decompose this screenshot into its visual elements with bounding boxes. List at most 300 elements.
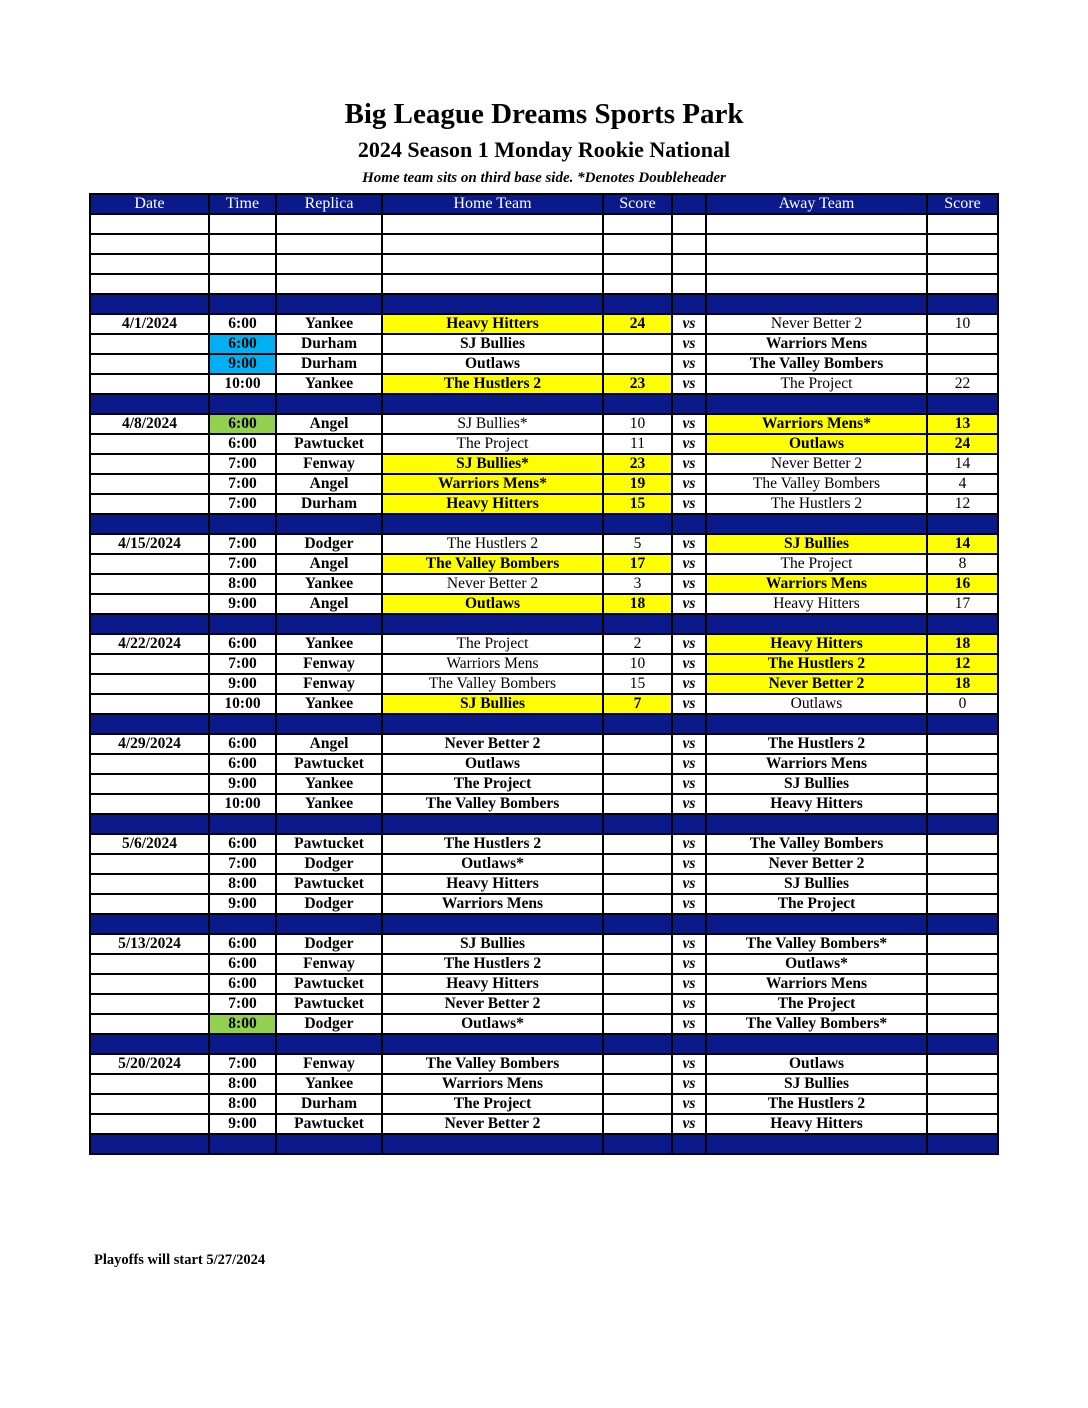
page-subtitle: 2024 Season 1 Monday Rookie National <box>357 137 731 162</box>
away-score-cell: 12 <box>927 494 998 514</box>
game-row <box>90 894 998 914</box>
home-team-cell: Warriors Mens <box>382 894 603 914</box>
separator-cell <box>672 514 706 534</box>
time-cell: 8:00 <box>209 1014 276 1034</box>
page-note: Home team sits on third base side. *Denotes Doubleheader <box>362 170 726 186</box>
vs-cell: vs <box>672 1114 706 1134</box>
replica-cell: Pawtucket <box>276 994 382 1014</box>
home-score-cell: 23 <box>603 374 672 394</box>
separator-cell <box>672 614 706 634</box>
separator-cell <box>706 294 927 314</box>
separator-cell <box>276 1134 382 1154</box>
time-cell: 6:00 <box>209 974 276 994</box>
replica-cell: Dodger <box>276 934 382 954</box>
separator-cell <box>382 614 603 634</box>
away-team-cell: The Project <box>706 994 927 1014</box>
empty-cell <box>706 214 927 234</box>
date-cell: 4/1/2024 <box>90 314 209 334</box>
away-team-cell: Outlaws* <box>706 954 927 974</box>
separator-row <box>90 294 998 314</box>
away-team-cell: Warriors Mens <box>706 334 927 354</box>
empty-row <box>90 234 998 254</box>
away-score-cell <box>927 334 998 354</box>
game-row <box>90 694 998 714</box>
vs-cell: vs <box>672 994 706 1014</box>
vs-cell: vs <box>672 654 706 674</box>
time-cell: 6:00 <box>209 834 276 854</box>
away-score-cell: 24 <box>927 434 998 454</box>
away-team-cell: The Valley Bombers* <box>706 934 927 954</box>
home-score-cell <box>603 854 672 874</box>
empty-cell <box>603 254 672 274</box>
separator-cell <box>603 1034 672 1054</box>
away-team-cell: Heavy Hitters <box>706 594 927 614</box>
replica-cell: Angel <box>276 414 382 434</box>
vs-cell: vs <box>672 954 706 974</box>
away-team-cell: Outlaws <box>706 434 927 454</box>
home-score-cell <box>603 934 672 954</box>
empty-cell <box>603 234 672 254</box>
header-home-score: Score <box>603 194 672 214</box>
game-row <box>90 314 998 334</box>
home-score-cell: 15 <box>603 494 672 514</box>
away-score-cell: 18 <box>927 634 998 654</box>
time-cell: 8:00 <box>209 874 276 894</box>
header-away-score: Score <box>927 194 998 214</box>
away-team-cell: The Valley Bombers* <box>706 1014 927 1034</box>
replica-cell: Dodger <box>276 854 382 874</box>
vs-cell: vs <box>672 594 706 614</box>
separator-row <box>90 1134 998 1154</box>
replica-cell: Angel <box>276 474 382 494</box>
home-team-cell: Warriors Mens* <box>382 474 603 494</box>
vs-cell: vs <box>672 314 706 334</box>
separator-cell <box>927 814 998 834</box>
time-cell: 6:00 <box>209 754 276 774</box>
separator-cell <box>276 514 382 534</box>
separator-cell <box>209 1134 276 1154</box>
home-team-cell: Heavy Hitters <box>382 974 603 994</box>
time-cell: 9:00 <box>209 594 276 614</box>
game-row <box>90 434 998 454</box>
empty-cell <box>209 214 276 234</box>
game-row <box>90 874 998 894</box>
home-score-cell <box>603 354 672 374</box>
away-score-cell <box>927 974 998 994</box>
away-score-cell: 8 <box>927 554 998 574</box>
away-team-cell: Outlaws <box>706 694 927 714</box>
vs-cell: vs <box>672 874 706 894</box>
home-team-cell: Heavy Hitters <box>382 494 603 514</box>
separator-cell <box>672 714 706 734</box>
date-cell <box>90 334 209 354</box>
home-score-cell: 11 <box>603 434 672 454</box>
vs-cell: vs <box>672 854 706 874</box>
away-score-cell <box>927 754 998 774</box>
separator-cell <box>382 1134 603 1154</box>
home-score-cell: 2 <box>603 634 672 654</box>
away-score-cell <box>927 1074 998 1094</box>
date-cell <box>90 754 209 774</box>
away-team-cell: SJ Bullies <box>706 874 927 894</box>
header-date: Date <box>90 194 209 214</box>
home-score-cell <box>603 334 672 354</box>
vs-cell: vs <box>672 1094 706 1114</box>
time-cell: 7:00 <box>209 994 276 1014</box>
date-cell <box>90 574 209 594</box>
away-score-cell: 16 <box>927 574 998 594</box>
schedule-table <box>89 193 999 1155</box>
separator-cell <box>927 614 998 634</box>
separator-cell <box>90 514 209 534</box>
date-cell: 4/15/2024 <box>90 534 209 554</box>
home-team-cell: SJ Bullies <box>382 694 603 714</box>
replica-cell: Dodger <box>276 1014 382 1034</box>
home-score-cell: 19 <box>603 474 672 494</box>
away-score-cell: 13 <box>927 414 998 434</box>
empty-cell <box>927 234 998 254</box>
empty-row <box>90 254 998 274</box>
date-cell: 5/20/2024 <box>90 1054 209 1074</box>
empty-cell <box>276 234 382 254</box>
separator-cell <box>927 514 998 534</box>
time-cell: 6:00 <box>209 334 276 354</box>
home-team-cell: The Project <box>382 434 603 454</box>
empty-cell <box>603 214 672 234</box>
home-score-cell <box>603 794 672 814</box>
vs-cell: vs <box>672 374 706 394</box>
date-cell <box>90 434 209 454</box>
home-team-cell: Outlaws* <box>382 854 603 874</box>
separator-cell <box>382 294 603 314</box>
away-team-cell: The Project <box>706 374 927 394</box>
home-score-cell <box>603 874 672 894</box>
separator-cell <box>927 294 998 314</box>
home-team-cell: SJ Bullies* <box>382 414 603 434</box>
separator-cell <box>706 814 927 834</box>
away-score-cell <box>927 854 998 874</box>
home-team-cell: SJ Bullies <box>382 934 603 954</box>
date-cell <box>90 1094 209 1114</box>
separator-cell <box>382 1034 603 1054</box>
away-team-cell: The Valley Bombers <box>706 834 927 854</box>
home-team-cell: The Hustlers 2 <box>382 374 603 394</box>
away-team-cell: Warriors Mens <box>706 974 927 994</box>
replica-cell: Fenway <box>276 1054 382 1074</box>
time-cell: 8:00 <box>209 1094 276 1114</box>
header-replica: Replica <box>276 194 382 214</box>
home-team-cell: Heavy Hitters <box>382 314 603 334</box>
game-row <box>90 854 998 874</box>
separator-cell <box>276 614 382 634</box>
empty-cell <box>927 254 998 274</box>
vs-cell: vs <box>672 334 706 354</box>
away-score-cell <box>927 994 998 1014</box>
separator-cell <box>672 1134 706 1154</box>
home-team-cell: Warriors Mens <box>382 1074 603 1094</box>
separator-cell <box>927 394 998 414</box>
home-team-cell: SJ Bullies <box>382 334 603 354</box>
empty-cell <box>382 274 603 294</box>
date-cell: 4/8/2024 <box>90 414 209 434</box>
separator-row <box>90 714 998 734</box>
date-cell <box>90 1114 209 1134</box>
home-score-cell <box>603 734 672 754</box>
home-score-cell <box>603 1094 672 1114</box>
replica-cell: Pawtucket <box>276 874 382 894</box>
game-row <box>90 354 998 374</box>
separator-row <box>90 914 998 934</box>
game-row <box>90 374 998 394</box>
date-cell: 5/13/2024 <box>90 934 209 954</box>
time-cell: 7:00 <box>209 854 276 874</box>
date-cell <box>90 494 209 514</box>
separator-cell <box>90 394 209 414</box>
separator-cell <box>209 394 276 414</box>
away-score-cell <box>927 734 998 754</box>
replica-cell: Pawtucket <box>276 1114 382 1134</box>
vs-cell: vs <box>672 754 706 774</box>
separator-cell <box>209 1034 276 1054</box>
vs-cell: vs <box>672 574 706 594</box>
separator-cell <box>90 814 209 834</box>
replica-cell: Yankee <box>276 694 382 714</box>
replica-cell: Yankee <box>276 1074 382 1094</box>
game-row <box>90 1074 998 1094</box>
home-score-cell <box>603 894 672 914</box>
replica-cell: Durham <box>276 334 382 354</box>
separator-row <box>90 1034 998 1054</box>
date-cell <box>90 794 209 814</box>
separator-cell <box>382 394 603 414</box>
away-score-cell: 4 <box>927 474 998 494</box>
game-row <box>90 754 998 774</box>
away-team-cell: The Project <box>706 894 927 914</box>
replica-cell: Angel <box>276 594 382 614</box>
empty-cell <box>706 234 927 254</box>
schedule-body <box>90 214 998 1154</box>
empty-cell <box>672 274 706 294</box>
replica-cell: Dodger <box>276 534 382 554</box>
vs-cell: vs <box>672 474 706 494</box>
away-team-cell: Never Better 2 <box>706 454 927 474</box>
away-team-cell: Warriors Mens* <box>706 414 927 434</box>
home-team-cell: Never Better 2 <box>382 1114 603 1134</box>
away-score-cell: 22 <box>927 374 998 394</box>
game-row <box>90 834 998 854</box>
empty-cell <box>276 214 382 234</box>
time-cell: 6:00 <box>209 314 276 334</box>
game-row <box>90 454 998 474</box>
separator-cell <box>603 614 672 634</box>
away-team-cell: SJ Bullies <box>706 1074 927 1094</box>
away-team-cell: Warriors Mens <box>706 574 927 594</box>
vs-cell: vs <box>672 774 706 794</box>
header-vs <box>672 194 706 214</box>
separator-cell <box>927 714 998 734</box>
separator-cell <box>706 1034 927 1054</box>
home-team-cell: Never Better 2 <box>382 994 603 1014</box>
home-score-cell <box>603 1054 672 1074</box>
time-cell: 7:00 <box>209 534 276 554</box>
time-cell: 8:00 <box>209 1074 276 1094</box>
home-team-cell: Never Better 2 <box>382 734 603 754</box>
date-cell: 4/22/2024 <box>90 634 209 654</box>
game-row <box>90 794 998 814</box>
home-score-cell: 7 <box>603 694 672 714</box>
replica-cell: Fenway <box>276 654 382 674</box>
empty-cell <box>209 234 276 254</box>
date-cell <box>90 894 209 914</box>
vs-cell: vs <box>672 534 706 554</box>
time-cell: 7:00 <box>209 494 276 514</box>
separator-cell <box>209 514 276 534</box>
away-team-cell: The Project <box>706 554 927 574</box>
replica-cell: Pawtucket <box>276 974 382 994</box>
away-score-cell <box>927 1014 998 1034</box>
away-score-cell: 17 <box>927 594 998 614</box>
vs-cell: vs <box>672 1014 706 1034</box>
separator-cell <box>276 914 382 934</box>
time-cell: 9:00 <box>209 1114 276 1134</box>
empty-cell <box>706 254 927 274</box>
empty-cell <box>672 234 706 254</box>
date-cell <box>90 594 209 614</box>
replica-cell: Yankee <box>276 574 382 594</box>
home-team-cell: The Project <box>382 1094 603 1114</box>
empty-cell <box>209 254 276 274</box>
vs-cell: vs <box>672 934 706 954</box>
away-score-cell <box>927 794 998 814</box>
empty-cell <box>276 274 382 294</box>
away-score-cell <box>927 1114 998 1134</box>
home-score-cell: 23 <box>603 454 672 474</box>
date-cell <box>90 854 209 874</box>
empty-cell <box>382 234 603 254</box>
game-row <box>90 1094 998 1114</box>
time-cell: 6:00 <box>209 634 276 654</box>
game-row <box>90 594 998 614</box>
vs-cell: vs <box>672 454 706 474</box>
date-cell: 4/29/2024 <box>90 734 209 754</box>
date-cell <box>90 474 209 494</box>
separator-cell <box>382 914 603 934</box>
time-cell: 10:00 <box>209 694 276 714</box>
empty-cell <box>90 274 209 294</box>
date-cell <box>90 954 209 974</box>
away-score-cell: 0 <box>927 694 998 714</box>
replica-cell: Fenway <box>276 954 382 974</box>
vs-cell: vs <box>672 974 706 994</box>
separator-cell <box>90 1134 209 1154</box>
replica-cell: Durham <box>276 1094 382 1114</box>
away-team-cell: SJ Bullies <box>706 534 927 554</box>
away-team-cell: Heavy Hitters <box>706 1114 927 1134</box>
away-score-cell: 14 <box>927 454 998 474</box>
empty-cell <box>90 234 209 254</box>
home-team-cell: The Project <box>382 634 603 654</box>
home-score-cell: 15 <box>603 674 672 694</box>
empty-cell <box>382 254 603 274</box>
game-row <box>90 654 998 674</box>
home-team-cell: The Project <box>382 774 603 794</box>
home-score-cell: 10 <box>603 654 672 674</box>
empty-cell <box>927 214 998 234</box>
time-cell: 7:00 <box>209 1054 276 1074</box>
away-team-cell: SJ Bullies <box>706 774 927 794</box>
time-cell: 8:00 <box>209 574 276 594</box>
away-team-cell: Never Better 2 <box>706 674 927 694</box>
date-cell <box>90 354 209 374</box>
away-team-cell: The Valley Bombers <box>706 354 927 374</box>
game-row <box>90 994 998 1014</box>
home-score-cell: 24 <box>603 314 672 334</box>
vs-cell: vs <box>672 414 706 434</box>
home-team-cell: The Hustlers 2 <box>382 954 603 974</box>
separator-cell <box>603 294 672 314</box>
away-score-cell: 18 <box>927 674 998 694</box>
separator-cell <box>672 914 706 934</box>
time-cell: 6:00 <box>209 414 276 434</box>
time-cell: 6:00 <box>209 954 276 974</box>
replica-cell: Angel <box>276 554 382 574</box>
replica-cell: Yankee <box>276 634 382 654</box>
vs-cell: vs <box>672 354 706 374</box>
date-cell <box>90 1014 209 1034</box>
empty-cell <box>927 274 998 294</box>
separator-row <box>90 514 998 534</box>
home-score-cell <box>603 974 672 994</box>
vs-cell: vs <box>672 554 706 574</box>
date-cell <box>90 774 209 794</box>
away-score-cell: 12 <box>927 654 998 674</box>
date-cell: 5/6/2024 <box>90 834 209 854</box>
away-team-cell: The Valley Bombers <box>706 474 927 494</box>
separator-cell <box>276 1034 382 1054</box>
home-team-cell: Outlaws <box>382 754 603 774</box>
empty-cell <box>672 214 706 234</box>
separator-cell <box>603 714 672 734</box>
date-cell <box>90 554 209 574</box>
away-score-cell <box>927 834 998 854</box>
separator-cell <box>382 514 603 534</box>
home-team-cell: The Hustlers 2 <box>382 534 603 554</box>
home-score-cell <box>603 954 672 974</box>
header-time: Time <box>209 194 276 214</box>
game-row <box>90 334 998 354</box>
date-cell <box>90 994 209 1014</box>
replica-cell: Angel <box>276 734 382 754</box>
date-cell <box>90 674 209 694</box>
home-team-cell: The Valley Bombers <box>382 794 603 814</box>
empty-row <box>90 274 998 294</box>
vs-cell: vs <box>672 1054 706 1074</box>
separator-cell <box>209 714 276 734</box>
separator-cell <box>603 814 672 834</box>
separator-cell <box>382 714 603 734</box>
game-row <box>90 974 998 994</box>
replica-cell: Yankee <box>276 314 382 334</box>
away-score-cell <box>927 1054 998 1074</box>
empty-cell <box>90 214 209 234</box>
game-row <box>90 954 998 974</box>
vs-cell: vs <box>672 834 706 854</box>
separator-cell <box>603 1134 672 1154</box>
separator-cell <box>706 714 927 734</box>
time-cell: 9:00 <box>209 674 276 694</box>
home-team-cell: Warriors Mens <box>382 654 603 674</box>
separator-cell <box>927 1034 998 1054</box>
